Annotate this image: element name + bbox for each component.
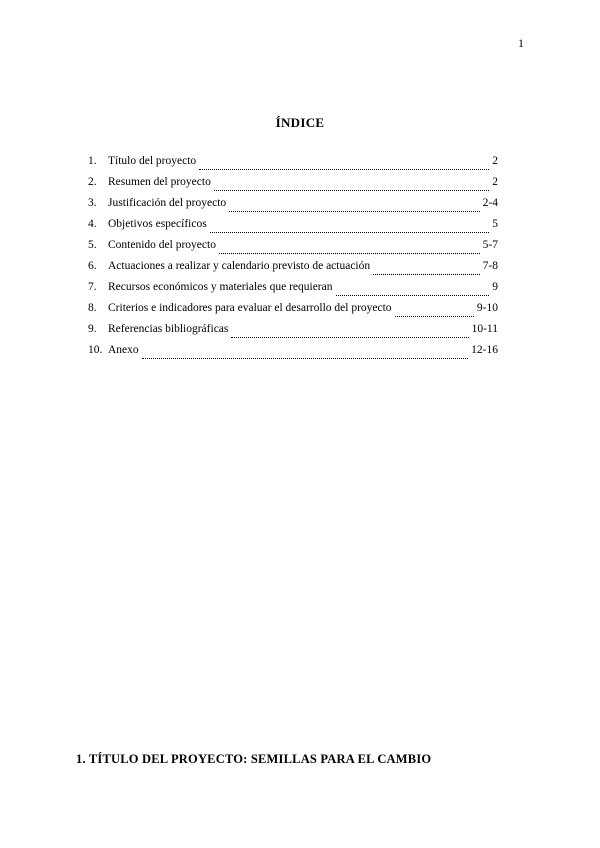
toc-item-label: Título del proyecto [108, 155, 197, 167]
toc-item [88, 155, 498, 176]
toc-item [88, 239, 498, 260]
toc-dot-leader [219, 245, 480, 254]
toc-item [88, 281, 498, 302]
toc-dot-leader [229, 203, 480, 212]
toc-item [88, 176, 498, 197]
toc-item-page: 7-8 [482, 260, 498, 272]
toc-item [88, 323, 498, 344]
toc-dot-leader [373, 266, 480, 275]
toc-item-number: 7. [88, 281, 97, 293]
page-number: 1 [518, 36, 524, 50]
toc-item [88, 302, 498, 323]
section-heading: 1. TÍTULO DEL PROYECTO: SEMILLAS PARA EL CAMBIO [76, 752, 432, 766]
toc-item-number: 9. [88, 323, 97, 335]
toc-item [88, 197, 498, 218]
toc-item-page: 2 [492, 176, 498, 188]
toc-item-number: 3. [88, 197, 97, 209]
toc-item [88, 260, 498, 281]
toc-item-page: 2 [492, 155, 498, 167]
toc-dot-leader [336, 287, 490, 296]
toc-item-number: 6. [88, 260, 97, 272]
toc-item-number: 1. [88, 155, 97, 167]
toc-item [88, 218, 498, 239]
toc-item-label: Criterios e indicadores para evaluar el desarrollo del proyecto [108, 302, 392, 314]
index-title: ÍNDICE [275, 115, 325, 130]
toc-item-page: 10-11 [471, 323, 498, 335]
toc-item-label: Resumen del proyecto [108, 176, 211, 188]
toc-item-page: 5-7 [482, 239, 498, 251]
toc-item-page: 12-16 [471, 344, 498, 356]
toc-item-page: 5 [492, 218, 498, 230]
toc-item-label: Actuaciones a realizar y calendario previsto de actuación [108, 260, 371, 272]
toc-dot-leader [142, 350, 468, 359]
toc-item-label: Objetivos específicos [108, 218, 207, 230]
toc-item-label: Contenido del proyecto [108, 239, 216, 251]
toc-dot-leader [210, 224, 490, 233]
toc-item-label: Recursos económicos y materiales que requieran [108, 281, 333, 293]
toc-item-label: Referencias bibliográficas [108, 323, 229, 335]
toc-item-number: 5. [88, 239, 97, 251]
toc-item-number: 10. [88, 344, 103, 356]
toc-item-page: 9-10 [476, 302, 498, 314]
toc-item-label: Justificación del proyecto [108, 197, 227, 209]
toc-item-number: 8. [88, 302, 97, 314]
table-of-contents [88, 155, 498, 365]
toc-dot-leader [199, 161, 489, 170]
toc-item [88, 344, 498, 365]
toc-item-number: 4. [88, 218, 97, 230]
toc-item-number: 2. [88, 176, 97, 188]
toc-dot-leader [395, 308, 474, 317]
toc-dot-leader [214, 182, 489, 191]
toc-item-label: Anexo [108, 344, 139, 356]
toc-item-page: 9 [492, 281, 498, 293]
toc-item-page: 2-4 [482, 197, 498, 209]
toc-dot-leader [231, 329, 468, 338]
